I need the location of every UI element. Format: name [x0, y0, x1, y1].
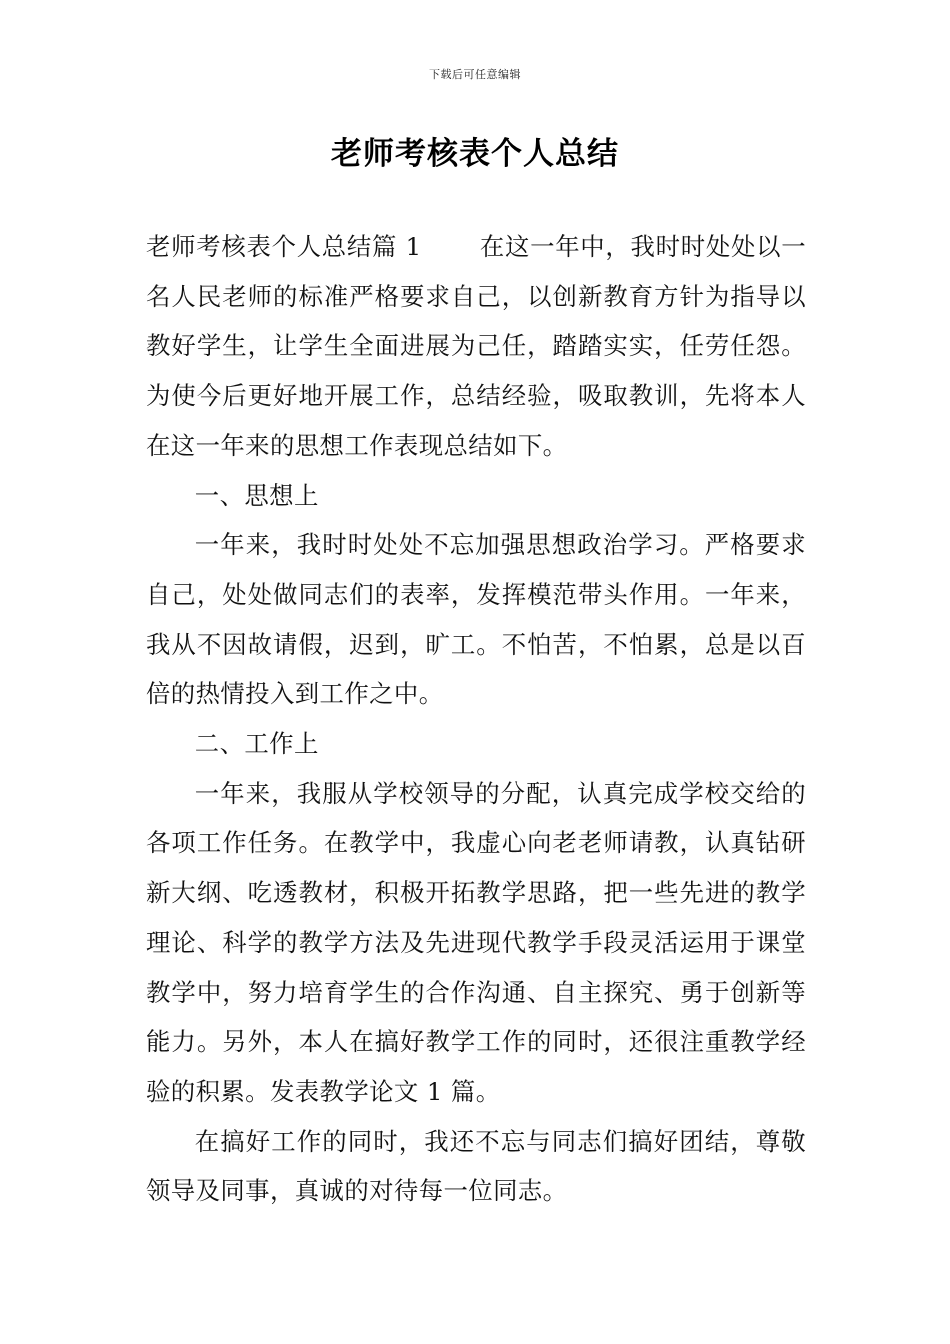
intro-text: 在这一年中，我时时处处以一名人民老师的标准严格要求自己，以创新教育方针为指导以教好学生，让学生全面进展为己任，踏踏实实，任劳任怨。为使今后更好地开展工作，总结经验，吸取教训，先将本人在这一年来的思想工作表现总结如下。	[146, 232, 806, 460]
section-heading-thought: 一、思想上	[194, 480, 319, 510]
paragraph-thought: 一年来，我时时处处不忘加强思想政治学习。严格要求自己，处处做同志们的表率，发挥模范带头作用。一年来，我从不因故请假，迟到，旷工。不怕苦，不怕累，总是以百倍的热情投入到工作之中。	[146, 530, 806, 709]
paragraph-work: 一年来，我服从学校领导的分配，认真完成学校交给的各项工作任务。在教学中，我虚心向老老师请教，认真钻研新大纲、吃透教材，积极开拓教学思路，把一些先进的教学理论、科学的教学方法及先进现代教学手段灵活运用于课堂教学中，努力培育学生的合作沟通、自主探究、勇于创新等能力。另外，本人在搞好教学工作的同时，还很注重教学经验的积累。发表教学论文 1 篇。	[146, 778, 806, 1106]
intro-label: 老师考核表个人总结篇 1	[146, 232, 422, 261]
paragraph-unity: 在搞好工作的同时，我还不忘与同志们搞好团结，尊敬领导及同事，真诚的对待每一位同志。	[146, 1126, 806, 1206]
document-body	[146, 222, 806, 1216]
intro-paragraph	[146, 222, 806, 471]
document-title: 老师考核表个人总结	[331, 136, 619, 172]
section-heading-work: 二、工作上	[194, 729, 319, 759]
header-note: 下载后可任意编辑	[429, 68, 521, 81]
